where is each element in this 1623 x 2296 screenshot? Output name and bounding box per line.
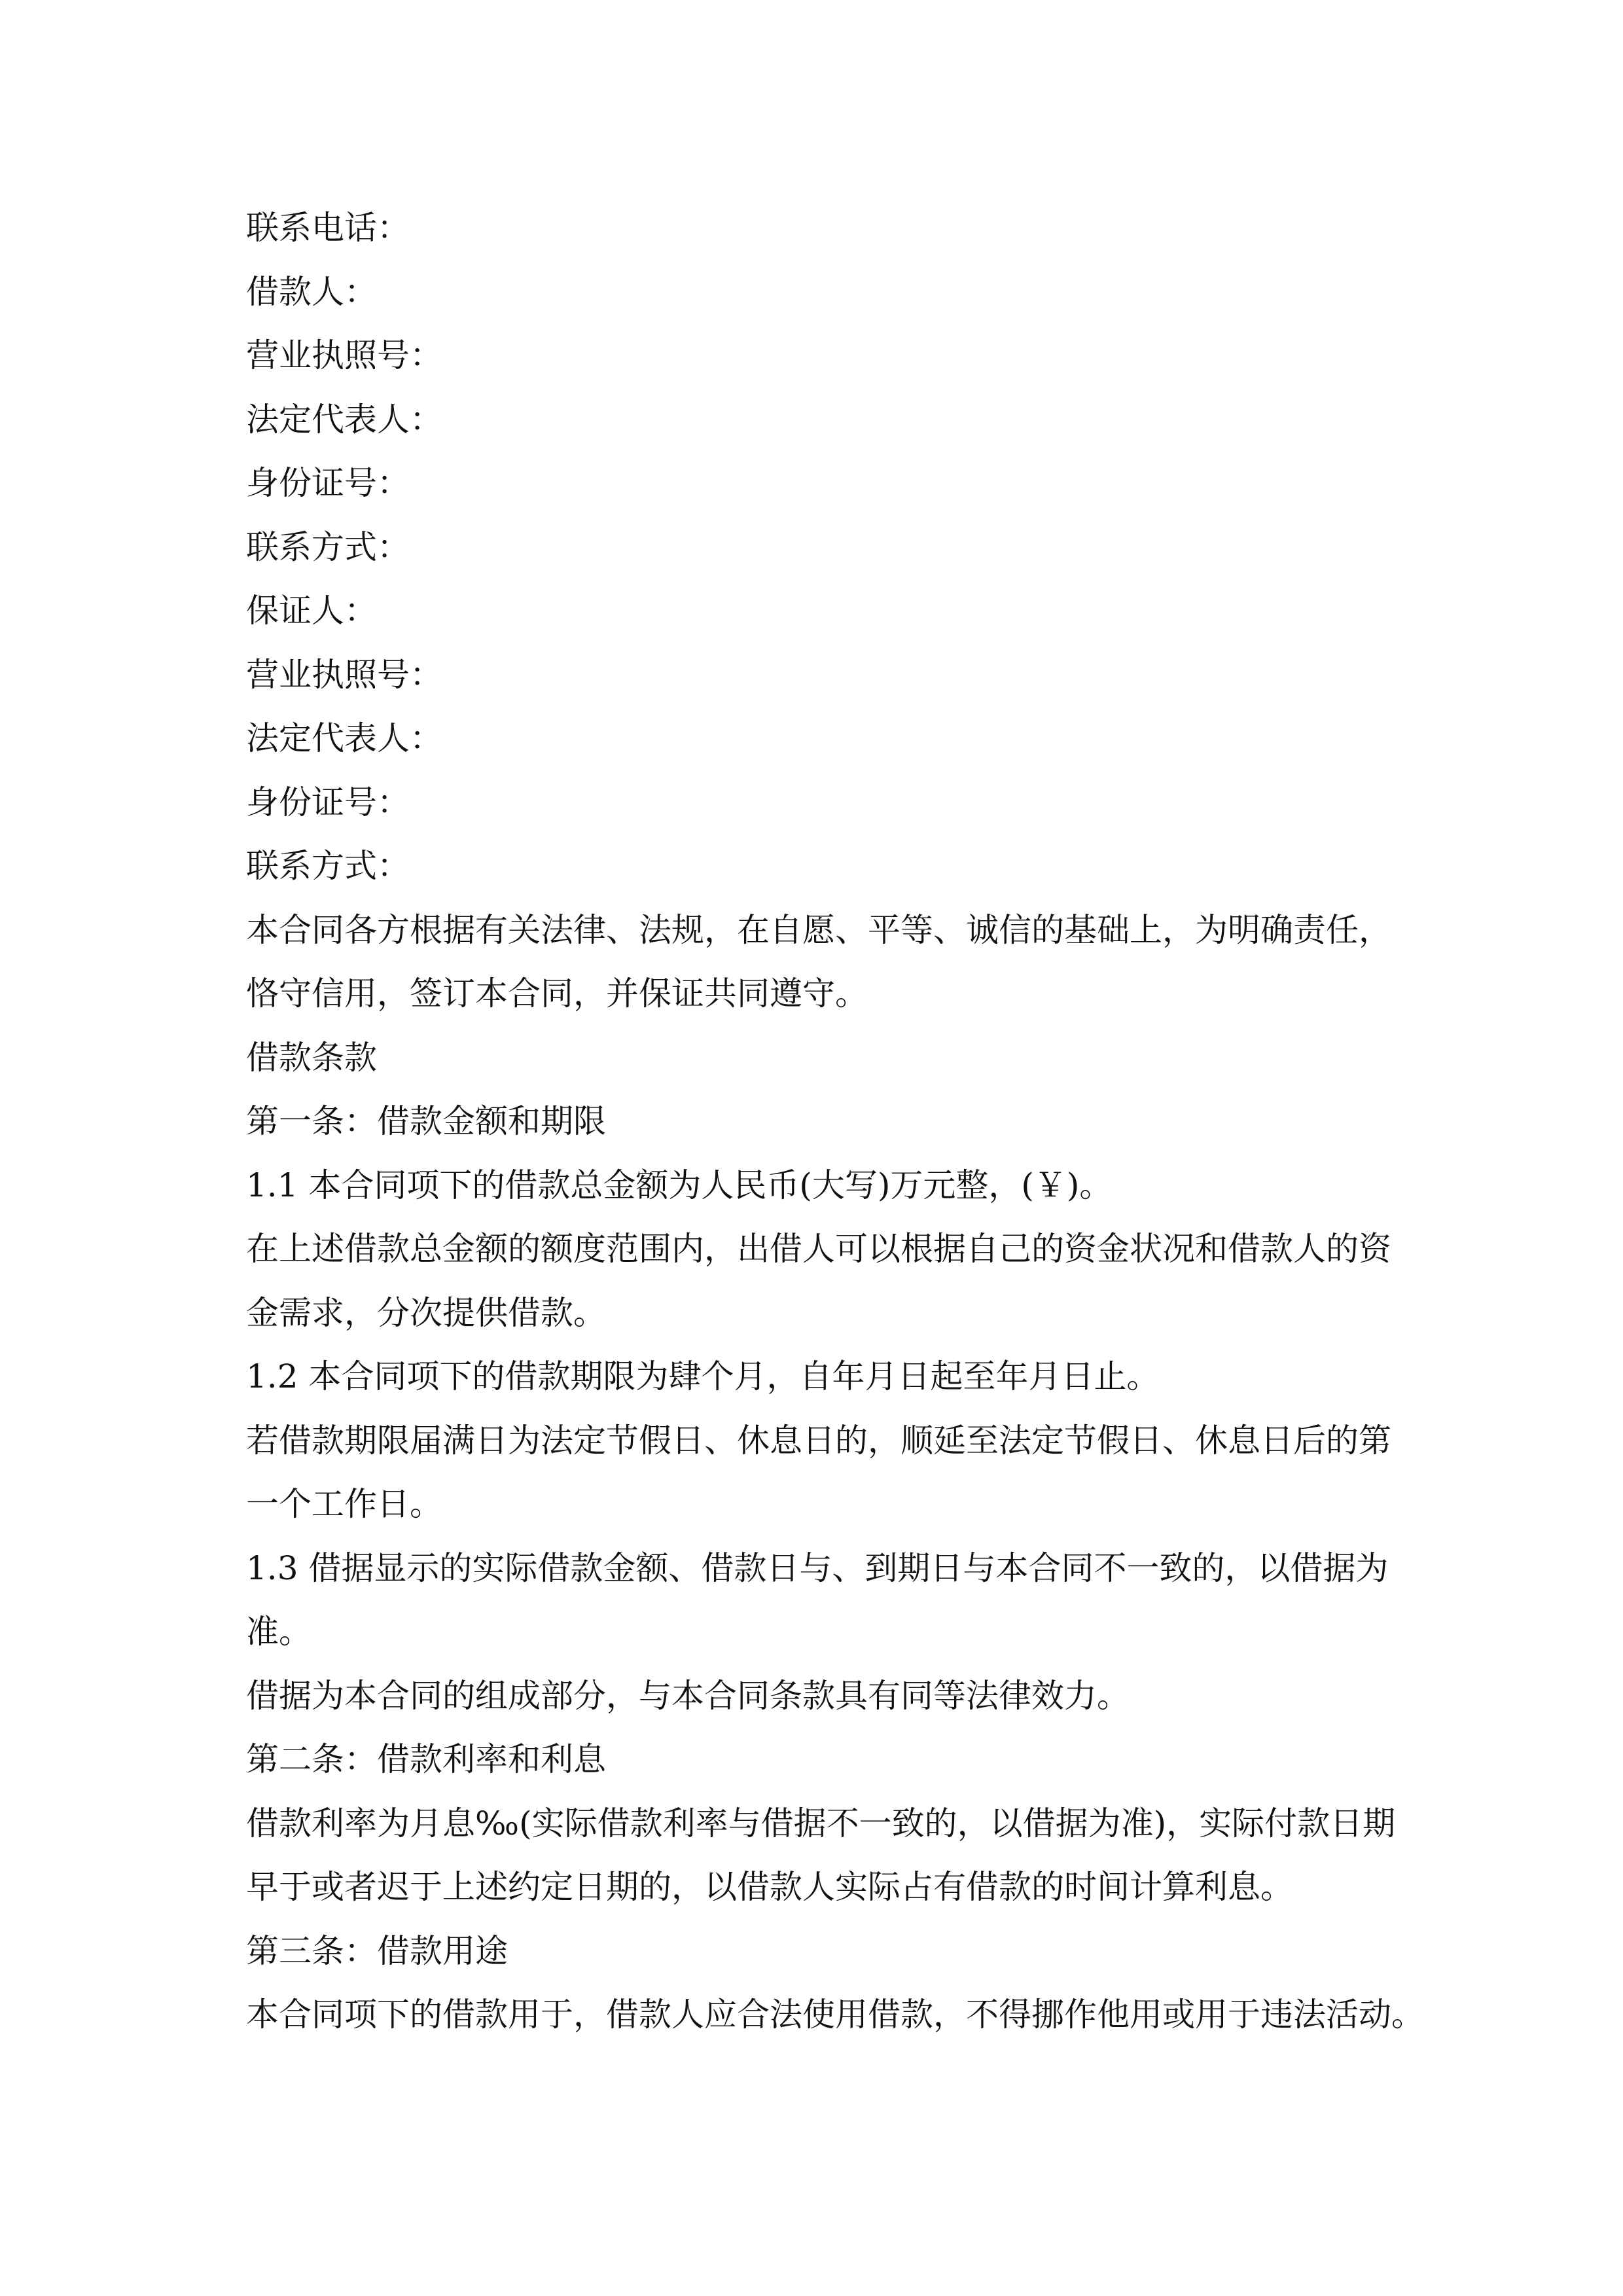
clause-1-2: 1.2 本合同项下的借款期限为肆个月，自年月日起至年月日止。 <box>246 1357 1160 1395</box>
document-body <box>246 196 1424 2047</box>
article-3-heading: 第三条：借款用途 <box>246 1931 508 1970</box>
borrower-contact-label: 联系方式： <box>246 528 410 566</box>
clause-1-2-detail-line-2: 一个工作日。 <box>246 1485 442 1523</box>
article-2-heading: 第二条：借款利率和利息 <box>246 1740 606 1778</box>
article-1-heading: 第一条：借款金额和期限 <box>246 1102 606 1140</box>
clause-1-2-detail-line-1: 若借款期限届满日为法定节假日、休息日的，顺延至法定节假日、休息日后的第 <box>246 1421 1391 1460</box>
clause-1-1: 1.1 本合同项下的借款总金额为人民币(大写)万元整，(￥)。 <box>246 1166 1113 1204</box>
guarantor-license-label: 营业执照号： <box>246 655 442 694</box>
clause-1-1-detail-line-1: 在上述借款总金额的额度范围内，出借人可以根据自己的资金状况和借款人的资 <box>246 1230 1391 1268</box>
borrower-legal-rep-label: 法定代表人： <box>246 400 442 439</box>
guarantor-contact-label: 联系方式： <box>246 847 410 885</box>
borrower-license-label: 营业执照号： <box>246 336 442 374</box>
contact-phone-label: 联系电话： <box>246 209 410 247</box>
article-3-line-1: 本合同项下的借款用于，借款人应合法使用借款，不得挪作他用或用于违法活动。 <box>246 1996 1424 2034</box>
article-2-line-2: 早于或者迟于上述约定日期的，以借款人实际占有借款的时间计算利息。 <box>246 1868 1293 1906</box>
borrower-label: 借款人： <box>246 272 377 311</box>
article-2-line-1: 借款利率为月息‰(实际借款利率与借据不一致的，以借据为准)，实际付款日期 <box>246 1804 1396 1842</box>
preamble-line-2: 恪守信用，签订本合同，并保证共同遵守。 <box>246 975 868 1013</box>
clause-1-3-line-2: 准。 <box>246 1613 312 1651</box>
preamble-line-1: 本合同各方根据有关法律、法规，在自愿、平等、诚信的基础上，为明确责任， <box>246 910 1391 949</box>
guarantor-id-label: 身份证号： <box>246 783 410 821</box>
guarantor-label: 保证人： <box>246 592 377 630</box>
section-heading-loan-terms: 借款条款 <box>246 1038 377 1077</box>
clause-1-1-detail-line-2: 金需求，分次提供借款。 <box>246 1293 606 1332</box>
borrower-id-label: 身份证号： <box>246 464 410 502</box>
clause-1-3-detail: 借据为本合同的组成部分，与本合同条款具有同等法律效力。 <box>246 1676 1130 1715</box>
clause-1-3-line-1: 1.3 借据显示的实际借款金额、借款日与、到期日与本合同不一致的，以借据为 <box>246 1549 1389 1587</box>
guarantor-legal-rep-label: 法定代表人： <box>246 719 442 757</box>
